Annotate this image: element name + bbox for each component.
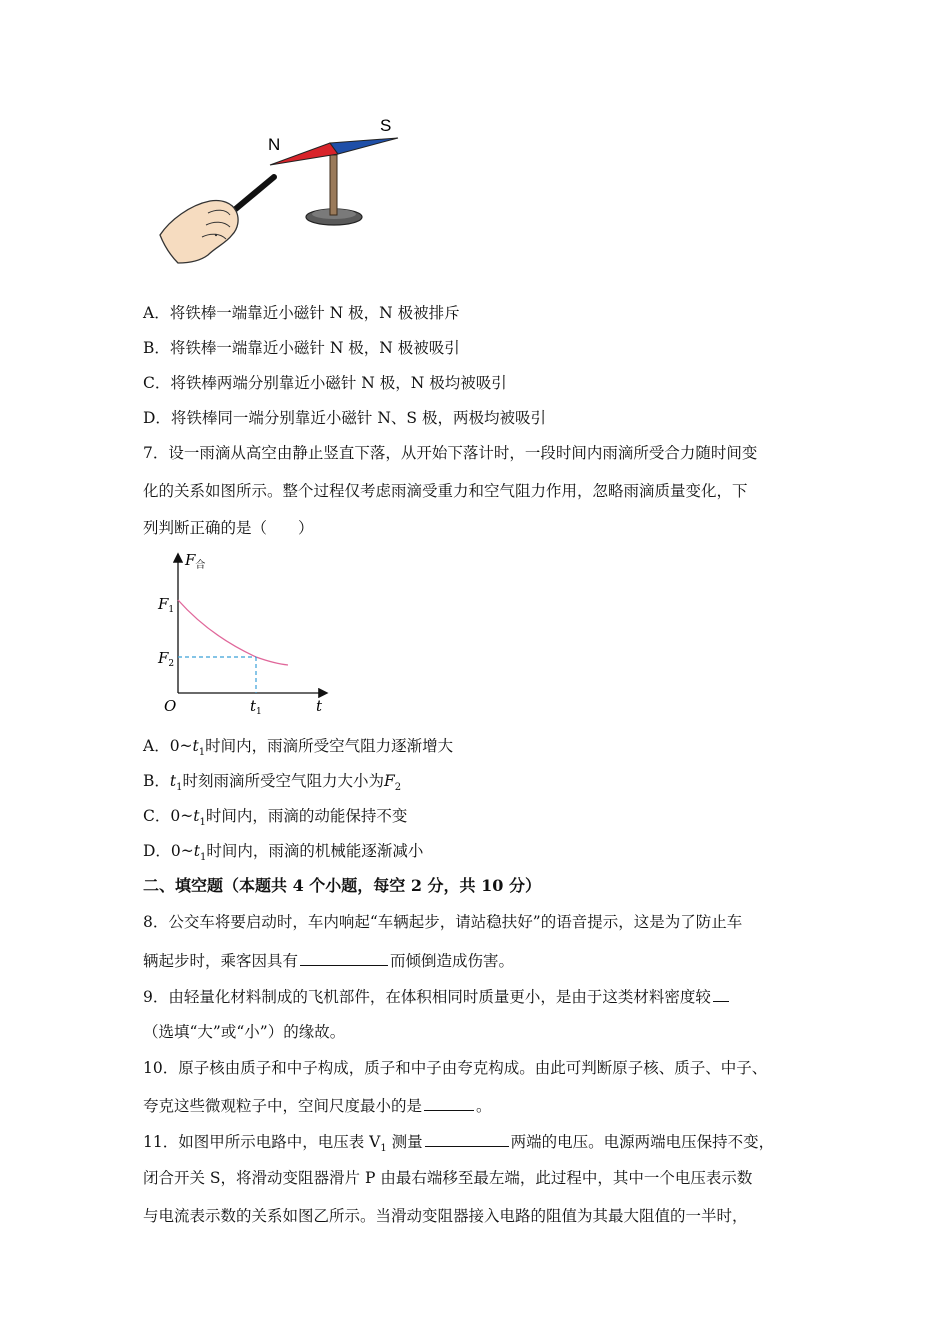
q6-option-b: B．将铁棒一端靠近小磁针 N 极，N 极被吸引 [143,339,460,357]
q11-line2: 闭合开关 S，将滑动变阻器滑片 P 由最右端移至最左端，此过程中，其中一个电压表示数 [143,1169,753,1187]
f1-label: $F_1$ [158,595,175,615]
q7-stem-line1: 7．设一雨滴从高空由静止竖直下落，从开始下落计时，一段时间内雨滴所受合力随时间变 [143,444,758,462]
force-time-chart [150,545,340,720]
q10-blank[interactable] [424,1095,474,1111]
q8-line1: 8．公交车将要启动时，车内响起“车辆起步，请站稳扶好”的语音提示，这是为了防止车 [143,913,743,931]
needle-south-icon [330,138,398,154]
f2-label: $F_2$ [158,649,175,669]
q7-option-d: D．$0\sim t_1$时间内，雨滴的机械能逐渐减小 [143,842,424,864]
q9-line1: 9．由轻量化材料制成的飞机部件，在体积相同时质量更小，是由于这类材料密度较 [143,986,731,1007]
q7-option-b: B．$t_1$时刻雨滴所受空气阻力大小为$F_2$ [143,772,402,794]
origin-label: O [164,697,177,715]
label-n: N [268,135,281,154]
t1-label: $t_1$ [250,697,262,717]
q11-line3: 与电流表示数的关系如图乙所示。当滑动变阻器接入电路的阻值为其最大阻值的一半时， [143,1207,748,1225]
q8-blank[interactable] [300,950,388,966]
q10-line1: 10．原子核由质子和中子构成，质子和中子由夸克构成。由此可判断原子核、质子、中子、 [143,1059,768,1077]
q9-blank[interactable] [713,986,729,1002]
q11-blank[interactable] [425,1131,509,1147]
x-axis-label: t [316,697,323,715]
y-axis-label: $F_合$ [185,551,206,571]
q8-line2: 辆起步时，乘客因具有 而倾倒造成伤害。 [143,952,515,970]
q6-option-d: D．将铁棒同一端分别靠近小磁针 N、S 极，两极均被吸引 [143,409,546,427]
section2-heading: 二、填空题（本题共 4 个小题，每空 2 分，共 10 分） [143,876,541,895]
hand-icon [160,200,238,263]
force-curve [178,600,288,665]
label-s: S [380,116,392,135]
q10-line2: 夸克这些微观粒子中，空间尺度最小的是 。 [143,1097,492,1115]
q7-stem-line3: 列判断正确的是（ ） [143,519,314,537]
q7-option-c: C．$0\sim t_1$时间内，雨滴的动能保持不变 [143,807,408,829]
q6-option-c: C．将铁棒两端分别靠近小磁针 N 极，N 极均被吸引 [143,374,507,392]
q7-option-a: A．$0\sim t_1$时间内，雨滴所受空气阻力逐渐增大 [143,737,454,759]
q7-stem-line2: 化的关系如图所示。整个过程仅考虑雨滴受重力和空气阻力作用，忽略雨滴质量变化，下 [143,482,748,500]
compass-figure [150,105,410,270]
stand-pole-icon [330,155,337,215]
q11-line1: 11．如图甲所示电路中，电压表 $V_1$ 测量 两端的电压。电源两端电压保持不变， [143,1133,775,1155]
q9-line2: （选填“大”或“小”）的缘故。 [143,1023,346,1041]
q6-option-a: A．将铁棒一端靠近小磁针 N 极，N 极被排斥 [143,304,460,322]
